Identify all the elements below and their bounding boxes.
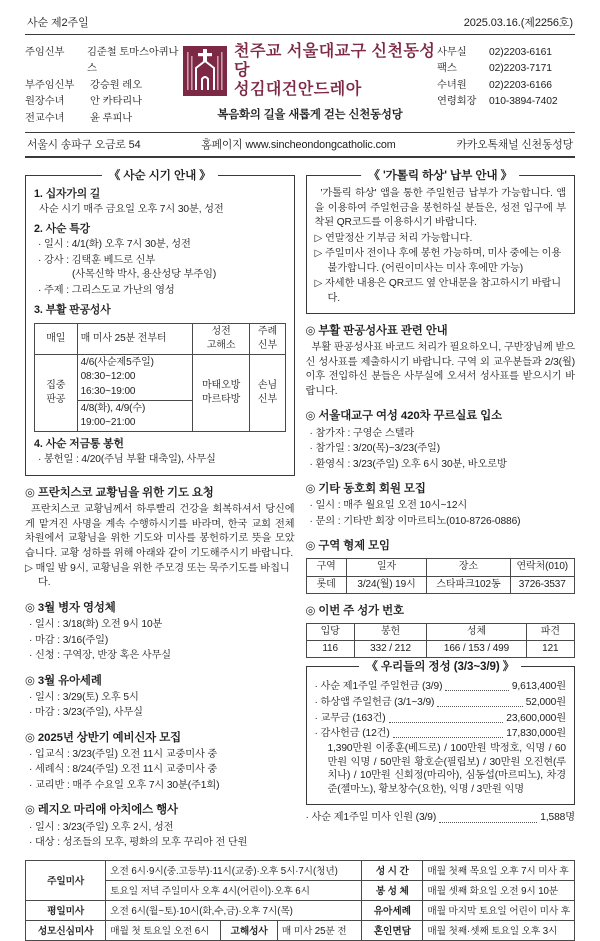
list-item: · 참가자 : 구영순 스텔라 (309, 427, 415, 439)
stations-text: 사순 시기 매주 금요일 오후 7시 30분, 성전 (39, 203, 224, 215)
list-item: · 신청 : 구역장, 반장 혹은 사무실 (29, 650, 172, 662)
sunday-mass-label: 주일미사 (26, 860, 106, 900)
confession-title: 3. 부활 판공성사 (34, 304, 111, 317)
stations-title: 1. 십자가의 길 (34, 188, 101, 201)
staff-row (25, 45, 183, 78)
dotted-leader (389, 722, 504, 723)
kakao-channel: 카카오톡채널 신천동성당 (456, 139, 573, 152)
list-item: · 참가일 : 3/20(목)~3/23(주일) (309, 443, 441, 455)
right-column (306, 167, 576, 850)
offerings-box (306, 660, 576, 804)
dotted-leader (437, 706, 522, 707)
staff-role: 주임신부 (25, 47, 65, 58)
holy-hour-time: 매월 첫째 목요일 오후 7시 미사 후 (423, 860, 575, 880)
table-row (26, 860, 575, 880)
section-title: ◎ 프란치스코 교황님을 위한 기도 요청 (25, 486, 214, 499)
dotted-leader (445, 690, 508, 691)
communion-visit-label: 봉 성 체 (362, 880, 423, 900)
address: 서울시 송파구 오금로 54 (27, 139, 141, 152)
section-title: ◎ 서울대교구 여성 420차 꾸르실료 입소 (305, 410, 503, 423)
contact-number: 02)2203-6166 (489, 79, 552, 91)
contact-number: 02)2203-7171 (489, 63, 552, 75)
holy-hour-label: 성 시 간 (362, 860, 423, 880)
infant-baptism-time: 매월 마지막 토요일 어린이 미사 후 (423, 900, 575, 920)
staff-name: 김준철 토마스아퀴나스 (87, 47, 179, 75)
header-address-bar (25, 132, 575, 158)
cell-before: 매 미사 25분 전부터 (77, 323, 192, 354)
easter-confession-table (34, 323, 286, 432)
section-body: 프란치스코 교황님께서 하루빨리 건강을 회복하셔서 당신에게 맡겨진 사명을 계속 수행하시기를 바라며, 한국 교회 전체 차원에서 교황님을 위한 기도와 미사를 봉헌하기로 뜻을 모았습니다. 교황 성하를 위해 아래와 같이 기도해주시기 바랍니다. (25, 504, 295, 559)
table-row: 116 332 / 212 166 / 153 / 499 121 (306, 641, 575, 658)
offerings-box-title: 《 우리들의 정성 (3/3~3/9) 》 (359, 659, 521, 675)
offering-label: · 사순 제1주일 주일헌금 (3/9) (314, 681, 443, 693)
lent-guide-box (25, 169, 295, 476)
district-table (306, 558, 576, 593)
lent-box-title: 《 사순 시기 안내 》 (102, 168, 218, 184)
cell-focus: 집중 판공 (35, 355, 78, 432)
staff-list (25, 42, 183, 127)
offering-label: · 하상앱 주일헌금 (3/1~3/9) (314, 696, 435, 708)
table-row (35, 355, 286, 401)
offering-label: · 교무금 (163건) (314, 712, 386, 724)
list-item: · 일시 : 3/18(화) 오전 9시 10분 (29, 619, 163, 631)
church-title-line2: 성김대건안드레아 (234, 81, 362, 99)
table-row (26, 900, 575, 920)
list-item: ▷ 주일미사 전이나 후에 봉헌 가능하며, 미사 중에는 이용 불가합니다. (어린이미사는 미사 후에만 가능) (314, 248, 562, 274)
lecture-line-cont: (사목신학 박사, 용산성당 부주임) (72, 269, 217, 281)
list-item: ▷ 자세한 내용은 QR코드 옆 안내문을 참고하시기 바랍니다. (314, 278, 561, 304)
list-item: · 일시 : 매주 월요일 오전 10시~12시 (309, 500, 468, 512)
marian-mass-label: 성모신심미사 (26, 920, 106, 940)
weekday-mass-label: 평일미사 (26, 900, 106, 920)
marriage-interview-time: 매월 첫째·셋째 토요일 오후 3시 (423, 920, 575, 940)
section-confession-card (306, 323, 576, 399)
list-item: · 환영식 : 3/23(주일) 오후 6시 30분, 바오로방 (309, 458, 507, 470)
section-title: ◎ 3월 병자 영성체 (25, 601, 116, 614)
church-logo-icon (183, 46, 227, 96)
piggybank-title: 4. 사순 저금통 봉헌 (34, 438, 124, 451)
dotted-leader (393, 737, 504, 738)
issue-date: 2025.03.16.(제2256호) (463, 17, 573, 29)
section-title: ◎ 구역 형제 모임 (305, 540, 390, 553)
offering-amount: 52,000원 (525, 696, 566, 708)
offering-line (315, 680, 567, 694)
contact-list (437, 42, 575, 127)
header-top (25, 14, 575, 34)
left-column (25, 167, 295, 850)
section-district-meeting (306, 538, 576, 594)
contact-row (437, 61, 575, 77)
cell-daily: 매일 (35, 323, 78, 354)
list-item: · 대상 : 성조들의 모후, 평화의 모후 꾸리아 전 단원 (29, 837, 248, 849)
infant-baptism-label: 유아세례 (362, 900, 423, 920)
cell-dates1: 4/6(사순제5주일) 08:30~12:00 16:30~19:00 (77, 355, 192, 401)
section-hymn-numbers (306, 603, 576, 659)
list-item: · 일시 : 3/23(주일) 오후 2시, 성전 (29, 821, 174, 833)
offering-amount: 23,600,000원 (506, 712, 566, 724)
staff-name: 윤 루피나 (90, 112, 133, 124)
staff-row (25, 111, 183, 127)
list-item: ▷ 연말정산 기부금 처리 가능합니다. (314, 232, 473, 244)
church-slogan: 복음화의 길을 새롭게 걷는 신천동성당 (217, 108, 403, 121)
confession-label: 고해성사 (221, 920, 277, 940)
offering-line (315, 696, 567, 710)
offering-amount: 17,830,000원 (506, 728, 566, 740)
contact-label: 연령회장 (437, 96, 477, 108)
offering-amount: 9,613,400원 (511, 681, 566, 693)
section-title: ◎ 3월 유아세례 (25, 674, 102, 687)
section-cursillo (306, 408, 576, 472)
offering-line (315, 712, 567, 726)
table-row (35, 323, 286, 354)
homepage: 홈페이지 www.sincheondongcatholic.com (201, 139, 396, 152)
hymn-table (306, 623, 576, 658)
piggybank-item: · 봉헌일 : 4/20(주님 부활 대축일), 사무실 (38, 454, 216, 466)
table-header-row: 구역 일자 장소 연락처(010) (306, 559, 575, 576)
list-item: · 문의 : 기타반 회장 이마르티노(010-8726-0886) (309, 515, 521, 527)
marriage-interview-label: 혼인면담 (362, 920, 423, 940)
sunday-mass-times2: 토요일 저녁 주일미사 오후 4시(어린이)·오후 6시 (106, 880, 362, 900)
offering-label: · 감사헌금 (12건) (314, 728, 390, 740)
church-title (234, 42, 437, 100)
section-note: ▷ 매일 밤 9시, 교황님을 위한 주모경 또는 묵주기도를 바칩니다. (25, 563, 290, 589)
cell-place: 성전 고해소 (192, 323, 250, 354)
section-title: ◎ 레지오 마리애 아치에스 행사 (25, 804, 178, 817)
section-guitar-club (306, 481, 576, 529)
cell-dates2: 4/8(화), 4/9(수) 19:00~21:00 (77, 400, 192, 431)
church-identity (183, 42, 437, 127)
staff-name: 강승원 레오 (90, 79, 142, 91)
confession-time: 매 미사 25분 전 (277, 920, 361, 940)
section-title: ◎ 부활 판공성사표 관련 안내 (305, 325, 448, 338)
church-title-line1: 천주교 서울대교구 신천동성당 (234, 43, 436, 80)
header-main (25, 35, 575, 132)
list-item: · 세례식 : 8/24(주일) 오전 11시 교중미사 중 (29, 764, 218, 776)
list-item: · 마감 : 3/23(주일), 사무실 (29, 707, 143, 719)
contact-row (437, 94, 575, 110)
list-item: · 마감 : 3/16(주일) (29, 634, 109, 646)
section-pope-prayer (25, 485, 295, 591)
lecture-line: · 주제 : 그리스도교 가난의 영성 (38, 284, 175, 296)
cell-guest: 손님 신부 (250, 355, 285, 432)
dotted-leader (439, 822, 537, 823)
table-row: 롯데 3/24(월) 19시 스타파크102동 3726-3537 (306, 576, 575, 593)
section-sick-communion (25, 600, 295, 664)
contact-label: 팩스 (437, 63, 457, 75)
offering-line (315, 727, 567, 741)
staff-role: 부주임신부 (25, 79, 75, 91)
section-catechumen (25, 730, 295, 794)
section-title: ◎ 기타 동호회 회원 모집 (305, 482, 426, 495)
contact-label: 사무실 (437, 47, 467, 58)
attendance-label: · 사순 제1주일 미사 인원 (3/9) (305, 811, 437, 823)
list-item: · 일시 : 3/29(토) 오후 5시 (29, 691, 139, 703)
contact-number: 010-3894-7402 (489, 96, 558, 108)
communion-visit-time: 매월 셋째 화요일 오전 9시 10분 (423, 880, 575, 900)
marian-mass-time: 매월 첫 토요일 오전 6시 (106, 920, 221, 940)
attendance-value: 1,588명 (540, 811, 575, 823)
list-item: · 교리반 : 매주 수요일 오후 7시 30분(주1회) (29, 779, 220, 791)
staff-role: 전교수녀 (25, 112, 65, 124)
hasang-body: '가톨릭 하상' 앱을 통한 주일헌금 납부가 가능합니다. 앱을 이용하여 주일헌금을 봉헌하실 분들은, 성전 입구에 부착된 QR코드를 이용하시기 바랍니다. (314, 188, 566, 229)
section-legio (25, 802, 295, 850)
contact-label: 수녀원 (437, 79, 467, 91)
contact-row (437, 45, 575, 61)
section-title: ◎ 2025년 상반기 예비신자 모집 (25, 731, 182, 744)
weekday-mass-times: 오전 6시(월~토)·10시(화,수,금)·오후 7시(목) (106, 900, 362, 920)
hasang-app-box (306, 169, 576, 314)
staff-name: 안 카타리나 (90, 96, 142, 108)
list-item: · 입교식 : 3/23(주일) 오전 11시 교중미사 중 (29, 748, 218, 760)
liturgical-sunday: 사순 제2주일 (27, 17, 89, 29)
lecture-title: 2. 사순 특강 (34, 223, 90, 236)
staff-role: 원장수녀 (25, 96, 65, 108)
table-row (26, 880, 575, 900)
lecture-line: · 강사 : 김택훈 베드로 신부 (38, 254, 156, 266)
contact-number: 02)2203-6161 (489, 47, 552, 58)
table-row (26, 920, 575, 940)
section-title: ◎ 이번 주 성가 번호 (305, 604, 404, 617)
mass-schedule-table (25, 860, 575, 941)
hasang-box-title: 《 '가톨릭 하상' 납부 안내 》 (361, 168, 519, 184)
donor-details: 1,390만원 이종훈(베드로) / 100만원 박정호, 익명 / 60만원 익명 / 50만원 황호순(필립보) / 30만원 오진현(루치나) / 10만원 신회정(마리아), 심동섭(마르띠노), 차경준(젤마노), 황보창수(요한), 익명 / 3만원 익명 (327, 742, 566, 795)
mass-attendance-line (306, 811, 576, 825)
lecture-line: · 일시 : 4/1(화) 오후 7시 30분, 성전 (38, 239, 191, 251)
cell-rooms: 마태오방 마르타방 (192, 355, 250, 432)
section-body: 부활 판공성사표 바코드 처리가 필요하오니, 구반장님께 받으신 성사표를 제출하시기 바랍니다. 구역 외 교우분들과 2/3(월) 이후 전입하신 분들은 사무실에 오셔서 성사표를 받으시기 바랍니다. (305, 342, 575, 397)
staff-row (25, 78, 183, 94)
sunday-mass-times1: 오전 6시·9시(중.고등부)·11시(교중)·오후 5시·7시(청년) (106, 860, 362, 880)
cell-priest: 주례 신부 (250, 323, 285, 354)
table-header-row: 입당 봉헌 성체 파견 (306, 623, 575, 640)
section-infant-baptism (25, 673, 295, 721)
contact-row (437, 78, 575, 94)
body-columns (25, 167, 575, 850)
staff-row (25, 94, 183, 110)
